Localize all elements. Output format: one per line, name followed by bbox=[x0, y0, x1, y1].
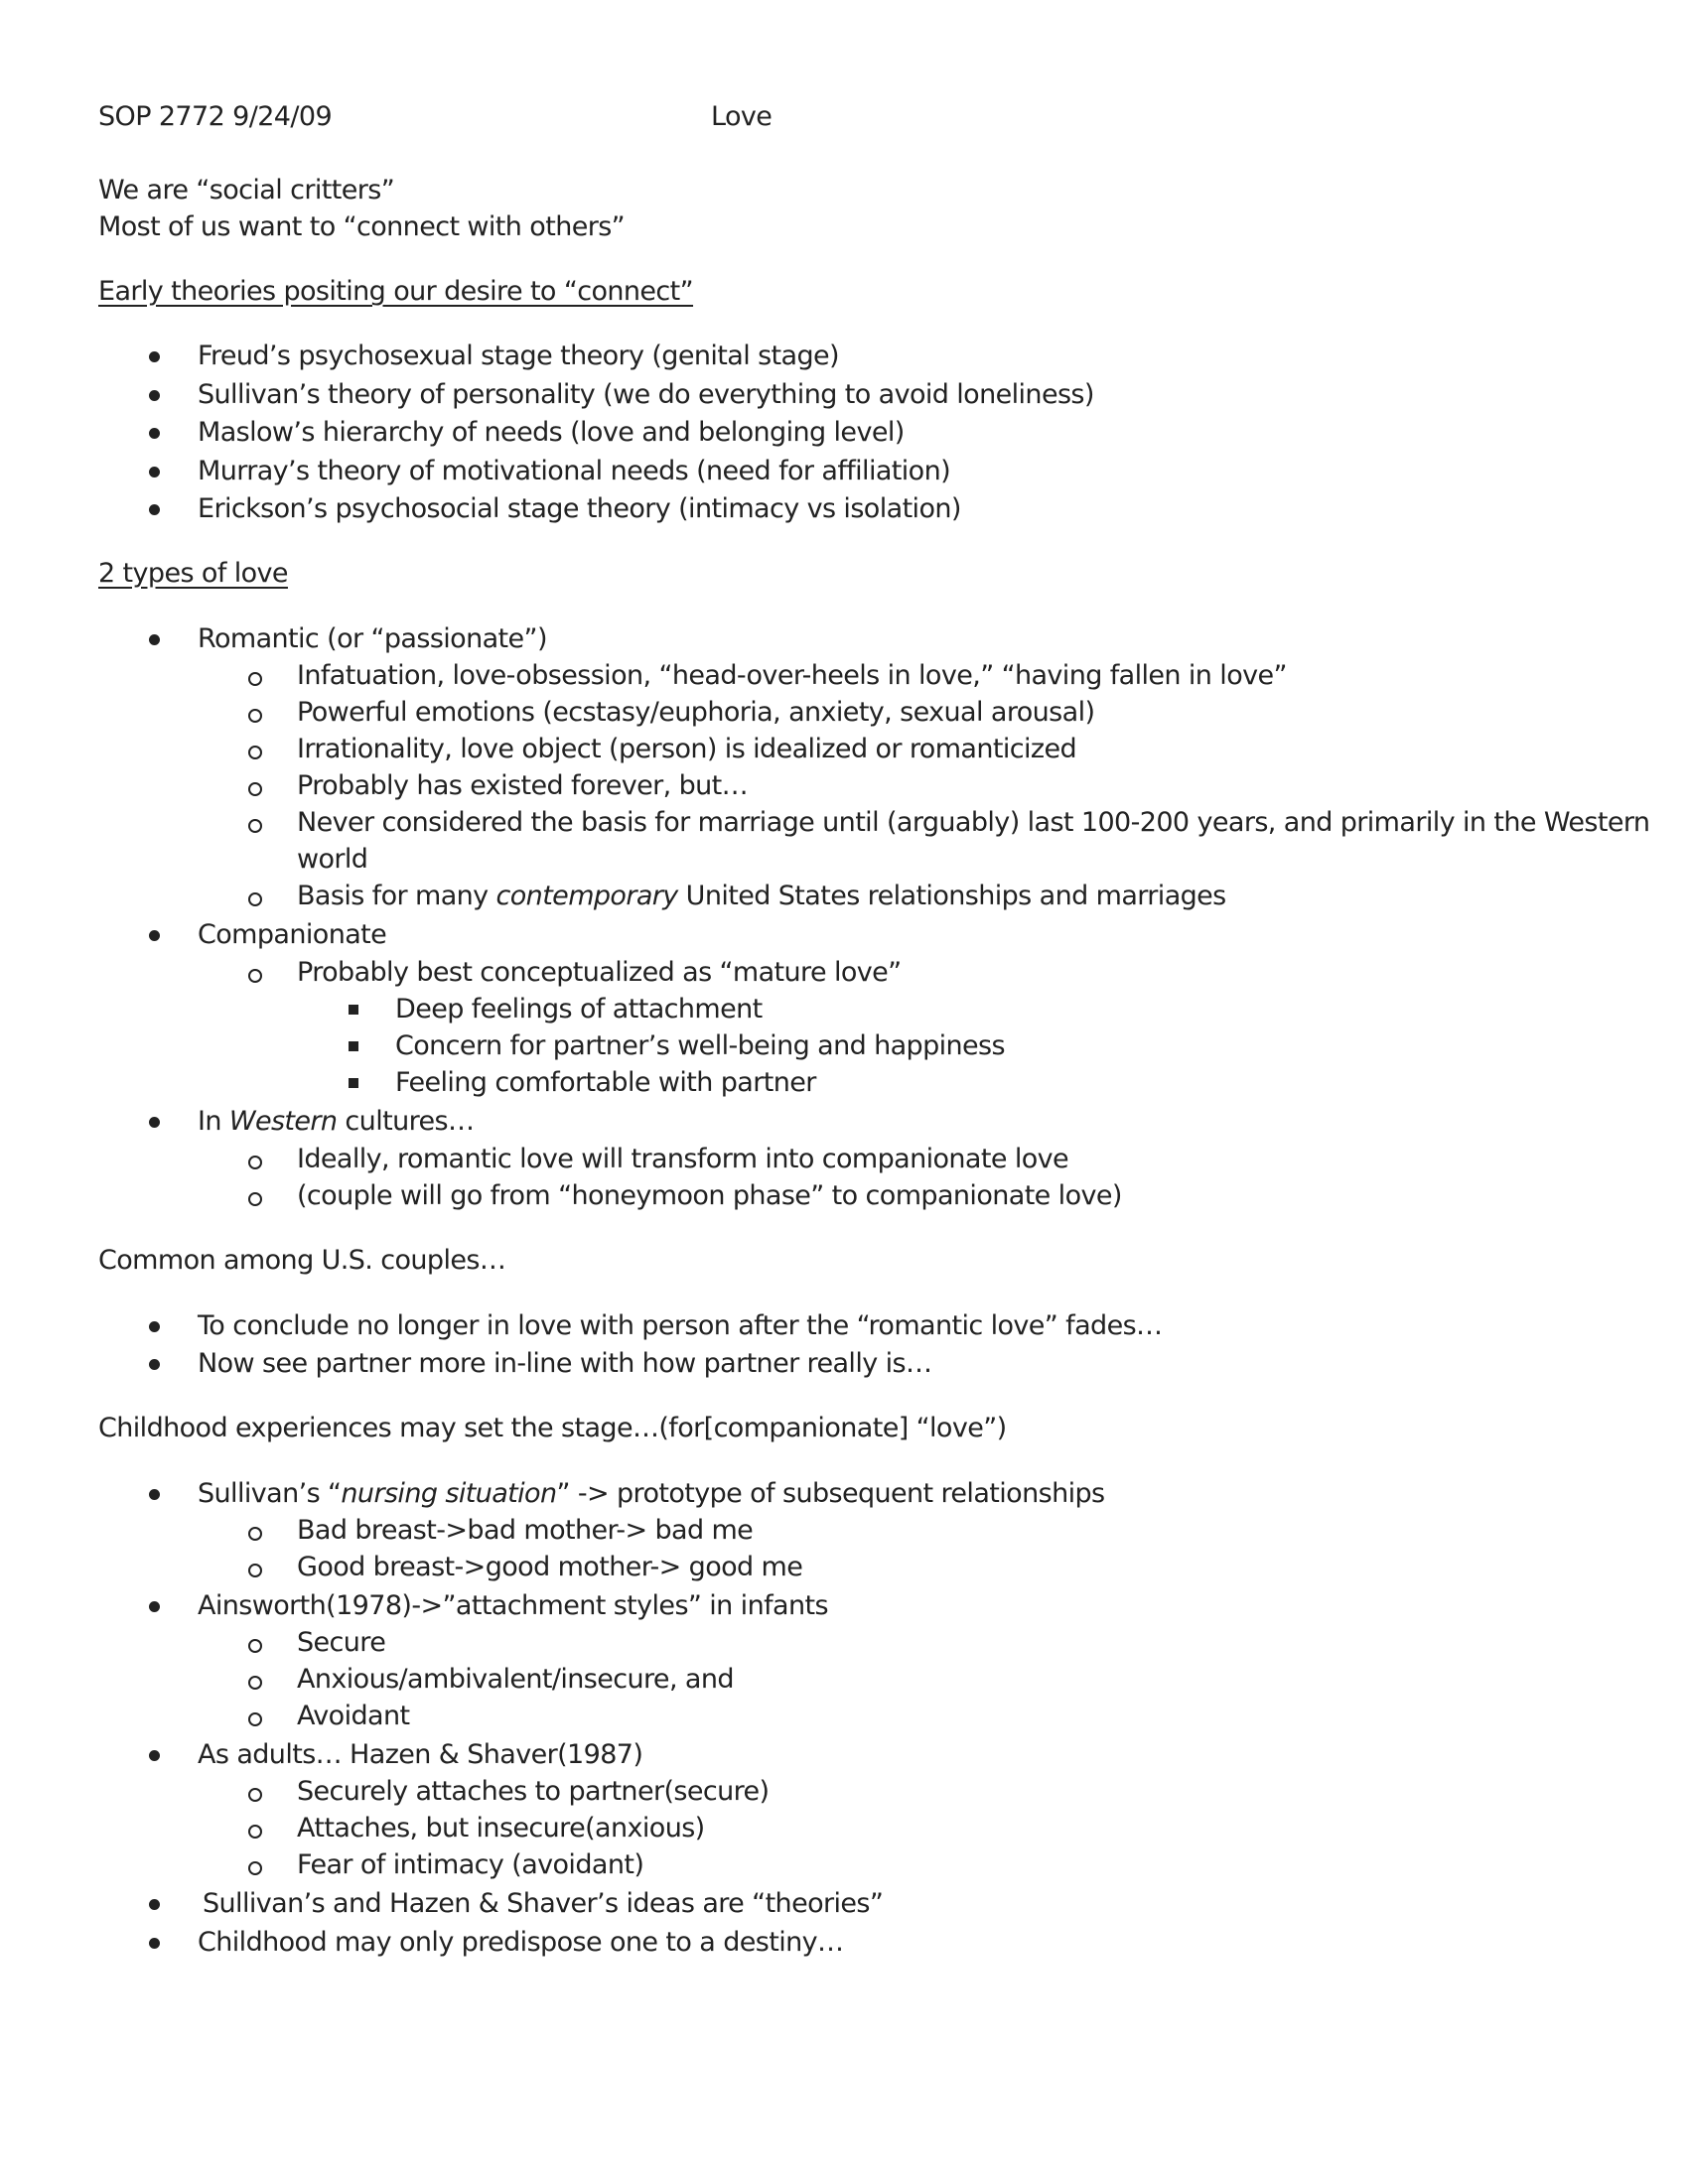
sub-list-item: Securely attaches to partner(secure) bbox=[297, 1776, 770, 1807]
sub-list-item: Bad breast->bad mother-> bad me bbox=[297, 1515, 754, 1546]
circle-bullet-icon bbox=[248, 1774, 262, 1802]
circle-bullet-icon bbox=[248, 1142, 262, 1169]
bullet-icon bbox=[149, 1346, 160, 1370]
list-item: Sullivan’s theory of personality (we do everything to avoid loneliness) bbox=[198, 379, 1094, 410]
circle-bullet-icon bbox=[248, 1513, 262, 1541]
list-item-ainsworth: Ainsworth(1978)->”attachment styles” in infants bbox=[198, 1590, 828, 1621]
list-item-western bbox=[198, 1104, 474, 1140]
circle-bullet-icon bbox=[248, 1847, 262, 1875]
circle-bullet-icon bbox=[248, 879, 262, 906]
list-item: Freud’s psychosexual stage theory (genital stage) bbox=[198, 341, 839, 371]
list-item: Now see partner more in-line with how partner really is… bbox=[198, 1348, 932, 1379]
sub-list-item: Secure bbox=[297, 1627, 386, 1658]
bullet-icon bbox=[149, 621, 160, 645]
list-item-romantic: Romantic (or “passionate”) bbox=[198, 623, 547, 654]
section-heading-types-of-love: 2 types of love bbox=[98, 558, 288, 589]
text-run: Sullivan’s “ bbox=[198, 1478, 342, 1509]
list-item-sullivan bbox=[198, 1476, 1105, 1512]
text-run: ” -> prototype of subsequent relationships bbox=[556, 1478, 1105, 1509]
bullet-icon bbox=[149, 1886, 160, 1910]
sub-list-item: Probably best conceptualized as “mature love” bbox=[297, 957, 902, 988]
bullet-icon bbox=[149, 377, 160, 401]
circle-bullet-icon bbox=[248, 805, 262, 833]
list-item: Childhood may only predispose one to a destiny… bbox=[198, 1927, 844, 1958]
sub-list-item: Ideally, romantic love will transform into companionate love bbox=[297, 1144, 1069, 1174]
sub-list-item: Irrationality, love object (person) is idealized or romanticized bbox=[297, 734, 1077, 764]
bullet-icon bbox=[149, 1925, 160, 1949]
bullet-icon bbox=[149, 454, 160, 478]
sub-list-item: Fear of intimacy (avoidant) bbox=[297, 1849, 644, 1880]
circle-bullet-icon bbox=[248, 658, 262, 686]
circle-bullet-icon bbox=[248, 1662, 262, 1690]
section-heading-early-theories: Early theories positing our desire to “connect” bbox=[98, 276, 694, 307]
sub-list-item bbox=[297, 879, 1226, 914]
list-item: Sullivan’s and Hazen & Shaver’s ideas are “theories” bbox=[203, 1888, 884, 1919]
intro-line: We are “social critters” bbox=[98, 175, 395, 205]
circle-bullet-icon bbox=[248, 1178, 262, 1206]
square-bullet-icon bbox=[349, 1028, 358, 1051]
list-item: Murray’s theory of motivational needs (need for affiliation) bbox=[198, 456, 951, 486]
sub-list-item: Powerful emotions (ecstasy/euphoria, anxiety, sexual arousal) bbox=[297, 697, 1095, 728]
section-heading-common: Common among U.S. couples… bbox=[98, 1245, 506, 1276]
sub-list-item: Never considered the basis for marriage until (arguably) last 100-200 years, and primarily in the Western bbox=[297, 807, 1650, 838]
circle-bullet-icon bbox=[248, 732, 262, 759]
sub-list-item: Probably has existed forever, but… bbox=[297, 770, 749, 801]
text-run: In bbox=[198, 1106, 229, 1137]
page-title: Love bbox=[711, 101, 773, 132]
circle-bullet-icon bbox=[248, 1699, 262, 1726]
circle-bullet-icon bbox=[248, 955, 262, 983]
circle-bullet-icon bbox=[248, 1811, 262, 1839]
circle-bullet-icon bbox=[248, 1550, 262, 1577]
sub-list-item: Infatuation, love-obsession, “head-over-heels in love,” “having fallen in love” bbox=[297, 660, 1287, 691]
text-run: Basis for many bbox=[297, 881, 496, 911]
bullet-icon bbox=[149, 917, 160, 941]
sub-list-item-continuation: world bbox=[297, 844, 368, 875]
text-run: cultures… bbox=[337, 1106, 475, 1137]
emphasis-text: contemporary bbox=[495, 881, 678, 911]
emphasis-text: Western bbox=[228, 1106, 338, 1137]
bullet-icon bbox=[149, 1308, 160, 1332]
circle-bullet-icon bbox=[248, 768, 262, 796]
emphasis-text: nursing situation bbox=[341, 1478, 557, 1509]
sub-list-item: Anxious/ambivalent/insecure, and bbox=[297, 1664, 734, 1695]
intro-line: Most of us want to “connect with others” bbox=[98, 211, 626, 242]
bullet-icon bbox=[149, 1476, 160, 1500]
bullet-icon bbox=[149, 339, 160, 362]
sub-list-item: Good breast->good mother-> good me bbox=[297, 1552, 803, 1582]
course-date: SOP 2772 9/24/09 bbox=[98, 101, 333, 132]
text-run: United States relationships and marriages bbox=[677, 881, 1226, 911]
sub-sub-list-item: Feeling comfortable with partner bbox=[395, 1067, 816, 1098]
square-bullet-icon bbox=[349, 992, 358, 1015]
sub-sub-list-item: Deep feelings of attachment bbox=[395, 994, 763, 1024]
square-bullet-icon bbox=[349, 1065, 358, 1088]
circle-bullet-icon bbox=[248, 1625, 262, 1653]
list-item: To conclude no longer in love with person after the “romantic love” fades… bbox=[198, 1310, 1163, 1341]
bullet-icon bbox=[149, 415, 160, 439]
sub-list-item: Avoidant bbox=[297, 1701, 410, 1731]
circle-bullet-icon bbox=[248, 695, 262, 723]
list-item: Maslow’s hierarchy of needs (love and belonging level) bbox=[198, 417, 905, 448]
list-item-adults: As adults… Hazen & Shaver(1987) bbox=[198, 1739, 643, 1770]
section-heading-childhood: Childhood experiences may set the stage…(for[companionate] “love”) bbox=[98, 1413, 1007, 1443]
sub-list-item: (couple will go from “honeymoon phase” to companionate love) bbox=[297, 1180, 1122, 1211]
sub-list-item: Attaches, but insecure(anxious) bbox=[297, 1813, 705, 1843]
list-item: Erickson’s psychosocial stage theory (intimacy vs isolation) bbox=[198, 493, 961, 524]
list-item-companionate: Companionate bbox=[198, 919, 387, 950]
bullet-icon bbox=[149, 1737, 160, 1761]
bullet-icon bbox=[149, 1588, 160, 1612]
bullet-icon bbox=[149, 491, 160, 515]
bullet-icon bbox=[149, 1104, 160, 1128]
sub-sub-list-item: Concern for partner’s well-being and happiness bbox=[395, 1030, 1005, 1061]
